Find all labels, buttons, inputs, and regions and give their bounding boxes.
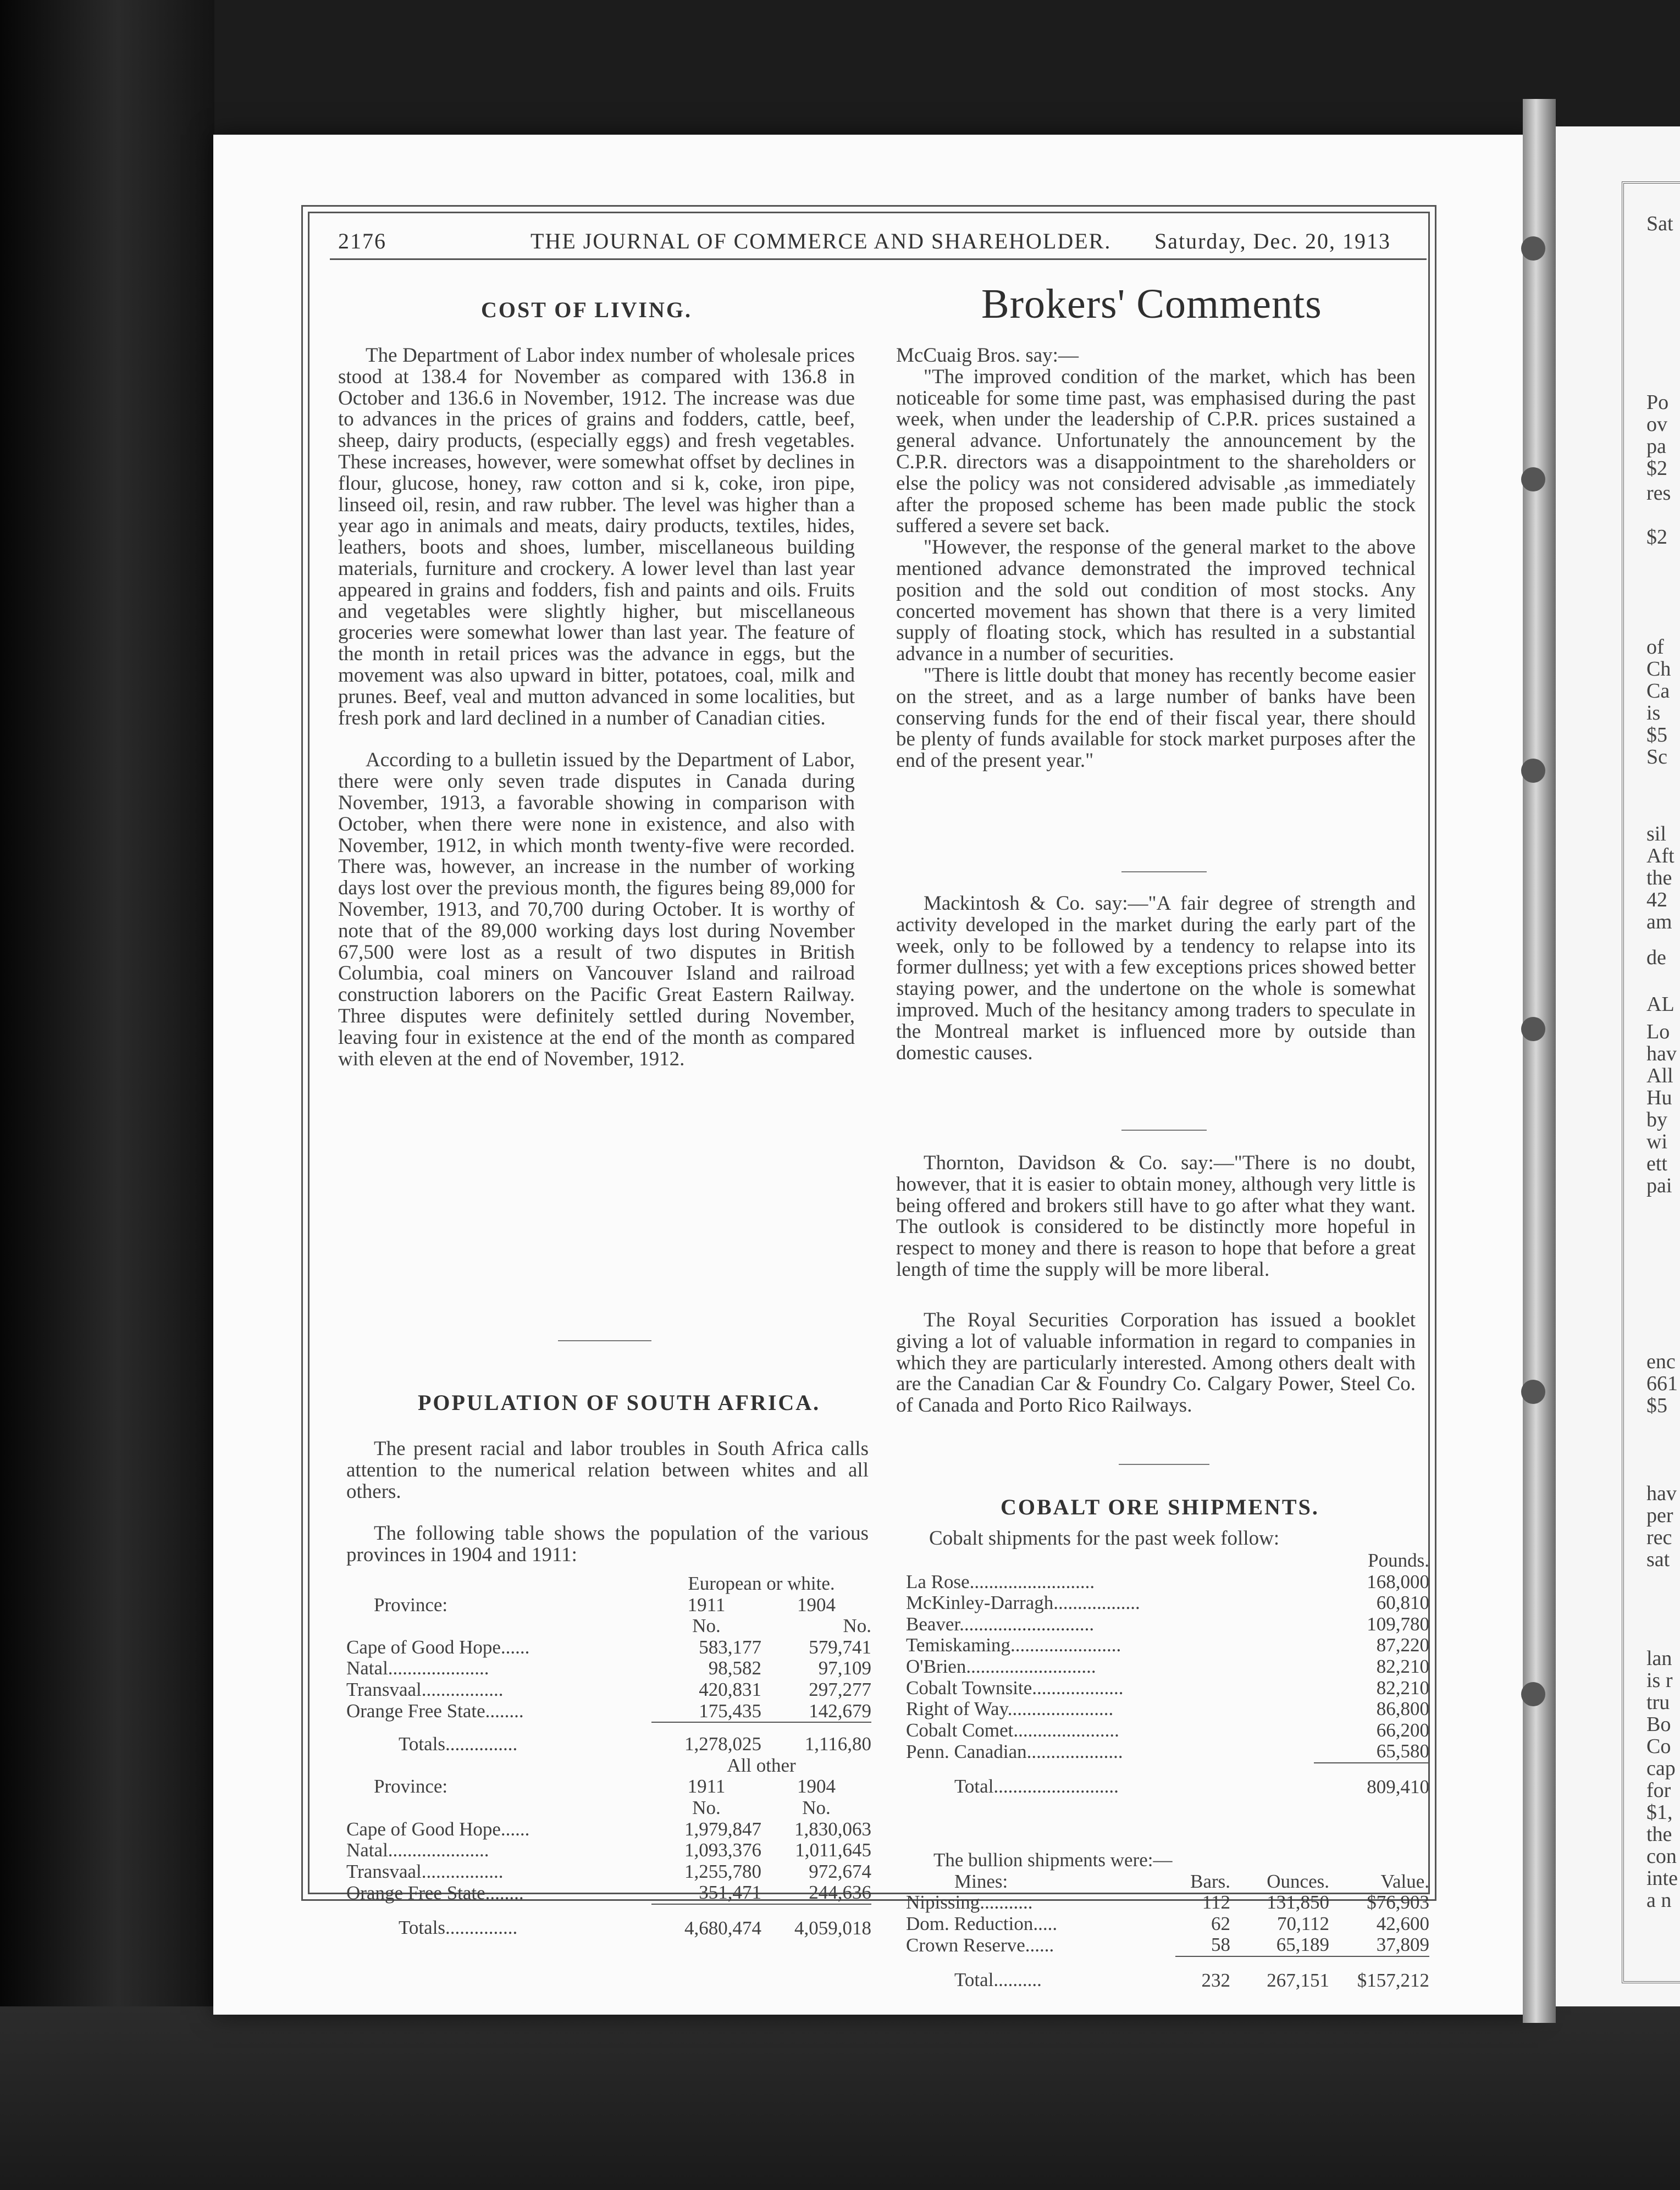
table-row xyxy=(346,1637,871,1658)
population-1911: 1,979,847 xyxy=(684,1818,761,1840)
total-value: 4,680,474 xyxy=(651,1904,761,1939)
adjacent-page-fragment: $5 xyxy=(1646,1394,1667,1417)
mine-name: Dom. Reduction..... xyxy=(906,1912,1058,1934)
value-value: 37,809 xyxy=(1376,1934,1429,1956)
adjacent-page-fragment: ov xyxy=(1646,413,1667,436)
binding-thread xyxy=(1521,236,1545,261)
adjacent-page-fragment: is r xyxy=(1646,1669,1673,1692)
table-row xyxy=(906,1720,1429,1741)
header-rule xyxy=(330,258,1427,260)
population-1911: 351,471 xyxy=(699,1882,761,1904)
value-value: 42,600 xyxy=(1376,1912,1429,1934)
scan-background-bottom xyxy=(0,2006,1680,2190)
adjacent-page-fragment: $5 xyxy=(1646,723,1667,746)
mine-name: Nipissing........... xyxy=(906,1892,1033,1914)
mine-name: Crown Reserve...... xyxy=(906,1934,1054,1956)
brokers-comments-title: Brokers' Comments xyxy=(981,281,1322,327)
mackintosh-comment xyxy=(896,893,1416,1064)
population-1911: 98,582 xyxy=(708,1657,761,1679)
adjacent-page-fragment: pa xyxy=(1646,435,1666,458)
adjacent-page-fragment: the xyxy=(1646,1823,1672,1846)
adjacent-page-fragment: con xyxy=(1646,1845,1677,1868)
other-header: All other xyxy=(727,1754,796,1776)
ounces-value: 131,850 xyxy=(1267,1892,1329,1914)
population-1904: 297,277 xyxy=(809,1678,871,1700)
adjacent-page-header: Sat xyxy=(1646,212,1673,235)
adjacent-page-fragment: Po xyxy=(1646,391,1669,414)
adjacent-page-fragment: AL xyxy=(1646,993,1675,1016)
bullion-shipments-table xyxy=(906,1850,1429,1992)
adjacent-page-fragment: wi xyxy=(1646,1130,1667,1153)
table-row xyxy=(906,1572,1429,1593)
pounds-value: 82,210 xyxy=(1376,1677,1429,1699)
cobalt-intro xyxy=(929,1528,1424,1550)
population-1911: 420,831 xyxy=(699,1678,761,1700)
table-row xyxy=(906,1741,1429,1763)
table-row xyxy=(906,1656,1429,1678)
province-name: Natal..................... xyxy=(346,1839,489,1861)
ounces-value: 65,189 xyxy=(1276,1934,1329,1956)
cobalt-title: COBALT ORE SHIPMENTS. xyxy=(1001,1495,1319,1519)
royal-securities-comment xyxy=(896,1310,1416,1417)
adjacent-page-fragment: hav xyxy=(1646,1042,1677,1065)
adjacent-page-fragment: Hu xyxy=(1646,1086,1672,1109)
bullion-intro: The bullion shipments were:— xyxy=(933,1849,1173,1871)
section-separator xyxy=(1121,1130,1207,1131)
no-label: No. xyxy=(692,1796,721,1818)
adjacent-page-fragment: Ca xyxy=(1646,679,1670,703)
binding-thread xyxy=(1521,467,1545,491)
adjacent-page-fragment: sat xyxy=(1646,1548,1670,1571)
adjacent-page-fragment: cap xyxy=(1646,1757,1676,1780)
adjacent-page-fragment: pai xyxy=(1646,1174,1672,1197)
article-paragraph: The Royal Securities Corporation has issued a booklet giving a lot of valuable information in regard to companies in which they are particularly interested. Among others dealt with are the Canadian Car & Foundry Co. Calgary Power, Steel Co. of Canada and Porto Rico Railways. xyxy=(896,1309,1416,1417)
binding-thread xyxy=(1521,1380,1545,1404)
total-value: 1,116,80 xyxy=(761,1722,871,1755)
pounds-value: 109,780 xyxy=(1367,1613,1429,1635)
mines-header: Mines: xyxy=(954,1870,1008,1892)
adjacent-page-fragment: Sc xyxy=(1646,745,1667,768)
year-header: 1911 xyxy=(687,1594,726,1616)
ounces-value: 70,112 xyxy=(1277,1912,1329,1934)
adjacent-page-fragment: $2 xyxy=(1646,526,1667,549)
table-row xyxy=(906,1592,1429,1614)
table-row xyxy=(906,1892,1429,1914)
adjacent-page-fragment: the xyxy=(1646,866,1672,889)
article-paragraph: The following table shows the population of the various provinces in 1904 and 1911: xyxy=(346,1522,869,1567)
table-row xyxy=(346,1701,871,1723)
adjacent-page-fragment: by xyxy=(1646,1108,1667,1131)
mine-name: McKinley-Darragh.................. xyxy=(906,1592,1140,1614)
adjacent-page-fragment: lan xyxy=(1646,1647,1672,1670)
population-1904: 97,109 xyxy=(818,1657,871,1679)
province-name: Transvaal................. xyxy=(346,1678,504,1700)
total-value: 809,410 xyxy=(1314,1763,1429,1798)
adjacent-page-fragment: Lo xyxy=(1646,1020,1670,1043)
adjacent-page-fragment: Bo xyxy=(1646,1713,1671,1736)
province-label: Province: xyxy=(374,1594,448,1616)
totals-label: Totals............... xyxy=(399,1733,518,1755)
pounds-value: 65,580 xyxy=(1376,1740,1429,1762)
adjacent-page-fragment: tru xyxy=(1646,1691,1670,1714)
province-name: Cape of Good Hope...... xyxy=(346,1636,530,1658)
population-title: POPULATION OF SOUTH AFRICA. xyxy=(418,1390,821,1415)
adjacent-page-fragment: sil xyxy=(1646,822,1666,845)
adjacent-page-fragment: $1, xyxy=(1646,1801,1673,1824)
province-name: Orange Free State........ xyxy=(346,1882,524,1904)
pounds-value: 87,220 xyxy=(1376,1634,1429,1656)
table-row xyxy=(906,1934,1429,1956)
population-1911: 1,093,376 xyxy=(684,1839,761,1861)
article-paragraph: The present racial and labor troubles in South Africa calls attention to the numerical relation between whites and all others. xyxy=(346,1437,869,1503)
totals-label: Totals............... xyxy=(399,1917,518,1939)
province-name: Cape of Good Hope...... xyxy=(346,1818,530,1840)
province-name: Transvaal................. xyxy=(346,1860,504,1882)
mine-name: O'Brien........................... xyxy=(906,1655,1096,1677)
table-row xyxy=(346,1861,871,1883)
adjacent-page-fragment: enc xyxy=(1646,1350,1676,1373)
adjacent-page-fragment: de xyxy=(1646,946,1666,969)
total-value: 4,059,018 xyxy=(761,1904,871,1939)
section-separator xyxy=(1119,1464,1209,1465)
total-value: 232 xyxy=(1175,1956,1230,1992)
pounds-value: 82,210 xyxy=(1376,1655,1429,1677)
table-row xyxy=(346,1819,871,1840)
table-row xyxy=(906,1635,1429,1656)
mine-name: Beaver............................ xyxy=(906,1613,1095,1635)
article-paragraph: Thornton, Davidson & Co. say:—"There is no doubt, however, that it is easier to obtain money, although very little is being offered and brokers still have to go after what they want. The outlook is considered to be distinctly more hopeful in respect to money and there is reason to hope that before a great length of time the supply will be more liberal. xyxy=(896,1152,1416,1281)
adjacent-page-fragment: inte xyxy=(1646,1867,1678,1890)
population-table xyxy=(346,1573,871,1939)
cobalt-shipments-table xyxy=(906,1550,1429,1798)
bars-value: 112 xyxy=(1202,1892,1230,1914)
adjacent-page-fragment: ett xyxy=(1646,1152,1667,1175)
european-header: European or white. xyxy=(688,1573,835,1594)
adjacent-page-fragment: of xyxy=(1646,635,1664,659)
section-separator xyxy=(558,1340,651,1341)
population-1911: 1,255,780 xyxy=(684,1860,761,1882)
pounds-header: Pounds. xyxy=(1368,1550,1429,1571)
pounds-value: 168,000 xyxy=(1367,1570,1429,1592)
table-row xyxy=(346,1679,871,1701)
bars-value: 62 xyxy=(1211,1912,1230,1934)
table-row xyxy=(346,1882,871,1904)
total-label: Total.......................... xyxy=(954,1776,1119,1798)
total-value: 1,278,025 xyxy=(651,1722,761,1755)
table-row xyxy=(906,1914,1429,1935)
year-header: 1911 xyxy=(687,1776,726,1798)
pounds-value: 86,800 xyxy=(1376,1698,1429,1720)
binding-thread xyxy=(1521,759,1545,783)
scan-background-left xyxy=(0,0,214,2190)
adjacent-page-fragment: 661 xyxy=(1646,1372,1678,1395)
cost-of-living-title: COST OF LIVING. xyxy=(481,297,692,322)
mine-name: Right of Way...................... xyxy=(906,1698,1114,1720)
publication-title: THE JOURNAL OF COMMERCE AND SHAREHOLDER. xyxy=(530,229,1112,253)
total-label: Total.......... xyxy=(954,1969,1042,1991)
article-paragraph: McCuaig Bros. say:— xyxy=(896,344,1079,367)
population-1904: 972,674 xyxy=(809,1860,871,1882)
page-number: 2176 xyxy=(338,229,386,253)
article-paragraph: According to a bulletin issued by the Department of Labor, there were only seven trade disputes in Canada during November, 1913, a favorable showing in comparison with October, when there were none in existence, and also with November, 1912, in which month twenty-five were recorded. There was, however, an increase in the number of working days lost over the previous month, the figures being 89,000 for November, 1913, and 70,700 during October. It is worthy of note that of the 89,000 working days lost during November 67,500 were lost as a result of two disputes in British Columbia, coal miners on Vancouver Island and railroad construction laborers on the Pacific Great Eastern Railway. Three disputes were definitely settled during November, leaving four in existence at the end of the month as compared with eleven at the end of November, 1912. xyxy=(338,749,855,1070)
adjacent-page-fragment: is xyxy=(1646,701,1661,725)
adjacent-page-fragment: Co xyxy=(1646,1735,1671,1758)
population-1904: 579,741 xyxy=(809,1636,871,1658)
cost-of-living-article xyxy=(338,345,855,1070)
thornton-comment xyxy=(896,1153,1416,1281)
year-header: 1904 xyxy=(797,1594,836,1616)
article-paragraph: Cobalt shipments for the past week follow: xyxy=(929,1527,1280,1550)
total-value: 267,151 xyxy=(1230,1956,1329,1992)
adjacent-page-fragment: 42 xyxy=(1646,888,1667,911)
mine-name: Penn. Canadian.................... xyxy=(906,1740,1123,1762)
population-1904: 244,636 xyxy=(809,1882,871,1904)
adjacent-page-fragment: $2 xyxy=(1646,457,1667,480)
population-1904: 142,679 xyxy=(809,1700,871,1722)
article-paragraph: "The improved condition of the market, which has been noticeable for some time past, was emphasised during the past week, when under the leadership of C.P.R. prices sustained a general advance. Unfortunately the announcement by the C.P.R. directors was a disappointment to the shareholders or else the policy was not considered advisable ,as immediately after the proposed scheme has been made public the stock suffered a severe set back. xyxy=(896,365,1416,538)
no-label: No. xyxy=(802,1796,831,1818)
table-row xyxy=(906,1699,1429,1720)
province-name: Natal..................... xyxy=(346,1657,489,1679)
bars-value: 58 xyxy=(1211,1934,1230,1956)
article-paragraph: "However, the response of the general market to the above mentioned advance demonstrated the improved technical position and the sold out condition of most stocks. Any concerted movement has shown that there is a very limited supply of floating stock, which has resulted in a substantial advance in a number of securities. xyxy=(896,536,1416,666)
table-row xyxy=(906,1678,1429,1699)
article-paragraph: The Department of Labor index number of wholesale prices stood at 138.4 for November as compared with 136.8 in October and 136.6 in November, 1912. The increase was due to advances in the prices of grains and fodders, cattle, beef, sheep, dairy products, (especially eggs) and fresh vegetables. These increases, however, were somewhat offset by declines in flour, glucose, honey, raw cotton and si k, coke, iron pipe, linseed oil, resin, and raw rubber. The level was higher than a year ago in animals and meats, dairy products, textiles, hides, leathers, boots and shoes, lumber, miscellaneous building materials, furniture and crockery. A lower level than last year appeared in grains and fodders, fish and paints and oils. Fruits and vegetables were slightly higher, but miscellaneous groceries were somewhat lower than last year. The feature of the month in retail prices was the advance in eggs, but the movement was also upward in bitter, potatoes, coal, milk and prunes. Beef, veal and mutton advanced in some localities, but fresh pork and lard declined in a number of Canadian cities. xyxy=(338,344,855,729)
adjacent-page-fragment: Aft xyxy=(1646,844,1675,867)
adjacent-page-fragment: Ch xyxy=(1646,657,1671,681)
population-1904: 1,830,063 xyxy=(794,1818,871,1840)
adjacent-page-fragment: a n xyxy=(1646,1889,1672,1912)
adjacent-page-fragment: res xyxy=(1646,482,1671,505)
province-label: Province: xyxy=(374,1776,448,1798)
section-separator xyxy=(1121,871,1207,872)
value-header: Value. xyxy=(1380,1870,1429,1892)
no-label: No. xyxy=(843,1615,871,1637)
ounces-header: Ounces. xyxy=(1267,1870,1329,1892)
value-value: $76,903 xyxy=(1367,1892,1429,1914)
adjacent-page-fragment: per xyxy=(1646,1504,1673,1527)
mine-name: Cobalt Townsite................... xyxy=(906,1677,1124,1699)
pounds-value: 66,200 xyxy=(1376,1719,1429,1741)
adjacent-page-fragment: for xyxy=(1646,1779,1671,1802)
mine-name: La Rose.......................... xyxy=(906,1570,1095,1592)
adjacent-page-fragment: hav xyxy=(1646,1482,1677,1505)
binding-thread xyxy=(1521,1682,1545,1706)
population-1904: 1,011,645 xyxy=(795,1839,871,1861)
mccuaig-comment xyxy=(896,345,1416,772)
article-paragraph: Mackintosh & Co. say:—"A fair degree of strength and activity developed in the market during the early part of the week, only to be followed by a tendency to relapse into its former dullness; yet with a few exceptions prices showed better staying power, and the undertone on the whole is somewhat improved. Much of the hesitancy among traders to speculate in the Montreal market is influenced more by outside than domestic causes. xyxy=(896,892,1416,1064)
year-header: 1904 xyxy=(797,1776,836,1798)
adjacent-page-fragment: am xyxy=(1646,910,1672,933)
province-name: Orange Free State........ xyxy=(346,1700,524,1722)
population-1911: 175,435 xyxy=(699,1700,761,1722)
table-row xyxy=(346,1840,871,1861)
adjacent-page-fragment: rec xyxy=(1646,1526,1672,1549)
adjacent-page-fragment: All xyxy=(1646,1064,1673,1087)
article-paragraph: "There is little doubt that money has recently become easier on the street, and as a large number of banks have been conserving funds for the end of their fiscal year, there should be plenty of funds available for stock market purposes after the end of the present year." xyxy=(896,663,1416,772)
issue-date: Saturday, Dec. 20, 1913 xyxy=(1154,229,1391,253)
book-gutter xyxy=(1523,99,1556,2023)
population-1911: 583,177 xyxy=(699,1636,761,1658)
bars-header: Bars. xyxy=(1190,1870,1230,1892)
total-value: $157,212 xyxy=(1329,1956,1429,1992)
population-article xyxy=(346,1439,869,1566)
table-row xyxy=(906,1614,1429,1635)
pounds-value: 60,810 xyxy=(1376,1592,1429,1614)
mine-name: Cobalt Comet...................... xyxy=(906,1719,1119,1741)
no-label: No. xyxy=(692,1615,721,1637)
binding-thread xyxy=(1521,1017,1545,1041)
mine-name: Temiskaming....................... xyxy=(906,1634,1121,1656)
table-row xyxy=(346,1658,871,1679)
